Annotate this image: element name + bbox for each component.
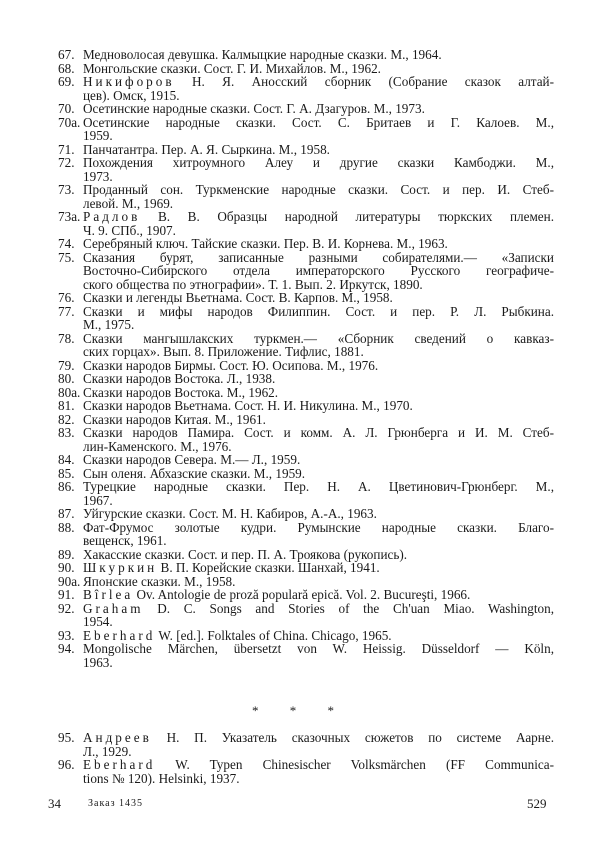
entry-text: Серебряный ключ. Тайские сказки. Пер. В. И. Корнева. М., 1963. [83,236,448,251]
bibliography-entry [58,372,554,386]
bibliography-entry [58,480,554,507]
entry-text: D. C. Songs and Stories of the Ch'uan Miao. Washington, [157,600,555,616]
entry-line [83,237,554,251]
entry-number: 76. [58,290,75,305]
entry-text: Японские сказки. М., 1958. [83,573,236,589]
entry-line [83,48,554,62]
entry-text: ских горцах». Вып. 8. Приложение. Тифлис, 1881. [83,344,364,359]
entry-number: 73a. [58,209,81,224]
entry-line [83,758,554,772]
entry-line [83,467,554,481]
entry-text: Медноволосая девушка. Калмыцкие народные сказки. М., 1964. [83,47,442,62]
bibliography-entry [58,588,554,602]
page-number: 529 [527,796,547,811]
entry-line [83,588,554,602]
entry-author: Graham [83,600,144,616]
bibliography-entry [58,102,554,116]
entry-line [83,521,554,535]
bibliography-entry [58,642,554,669]
section-separator: * * * [252,703,348,718]
entry-line [83,426,554,440]
entry-text: 1967. [83,492,113,508]
entry-text: Похождения хитроумного Алеу и другие сказки Камбоджи. М., [83,155,554,170]
entry-line [83,251,554,265]
entry-text: Сказки народов Памира. Сост. и комм. А. Л. Грюнберга и И. М. Стеб- [83,425,554,440]
entry-line [83,318,554,332]
entry-number: 68. [58,60,75,76]
entry-line [83,494,554,508]
entry-text: Сказки народов Севера. М.— Л., 1959. [83,452,301,467]
entry-text: Осетинские народные сказки. Сост. Г. А. Дзагуров. М., 1973. [83,101,425,116]
bibliography-entry [58,758,554,785]
entry-text: Л., 1929. [83,743,132,759]
entry-number: 67. [58,47,75,62]
bibliography-entry [58,413,554,427]
entry-text: Сказки народов Бирмы. Сост. Ю. Осипова. М., 1976. [83,357,379,373]
bibliography-entry [58,467,554,481]
entry-author: Eberhard [83,757,156,772]
bibliography-entry [58,210,554,237]
entry-number: 72. [58,155,75,170]
bibliography-entry [58,75,554,102]
entry-line [83,534,554,548]
entry-number: 70. [58,101,75,116]
entry-text: цев). Омск, 1915. [83,87,180,103]
entry-number: 88. [58,519,75,535]
entry-text: Турецкие народные сказки. Пер. Н. А. Цветинович-Грюнберг. М., [83,479,554,494]
entry-line [83,548,554,562]
entry-number: 83. [58,425,75,440]
entry-text: Ч. 9. СПб., 1907. [83,222,176,238]
entry-number: 95. [58,730,75,745]
entry-number: 77. [58,303,75,319]
entry-text: W. Typen Chinesischer Volksmärchen (FF Communica- [175,757,554,772]
entry-line [83,561,554,575]
entry-text: лин-Каменского. М., 1976. [83,438,232,454]
entry-line [83,602,554,616]
bibliography-entry [58,521,554,548]
entry-line [83,642,554,656]
entry-line [83,480,554,494]
entry-line [83,772,554,786]
bibliography-entry [58,305,554,332]
entry-text: tions № 120). Helsinki, 1937. [83,770,240,786]
entry-text: Сказки народов Китая. М., 1961. [83,411,266,427]
entry-text: Сказания бурят, записанные разными собирателями.— «Записки [83,249,554,265]
entry-text: 1973. [83,168,113,184]
entry-line [83,731,554,745]
entry-number: 93. [58,627,75,643]
entry-line [83,453,554,467]
entry-number: 78. [58,330,75,346]
entry-text: ского общества по этнографии». Т. 1. Вып. 2. Иркутск, 1890. [83,276,423,292]
entry-author: Шкуркин [83,560,158,575]
entry-line [83,372,554,386]
entry-number: 87. [58,506,75,521]
entry-text: вещенск, 1961. [83,533,167,548]
entry-text: Сказки народов Вьетнама. Сост. Н. И. Никулина. М., 1970. [83,398,413,413]
entry-line [83,507,554,521]
bibliography-entry [58,507,554,521]
entry-number: 75. [58,249,75,265]
bibliography-entry [58,183,554,210]
entry-line [83,399,554,413]
entry-text: Mongolische Märchen, übersetzt von W. Heissig. Düsseldorf — Köln, [83,641,554,656]
entry-text: Сказки и легенды Вьетнама. Сост. В. Карпов. М., 1958. [83,290,393,305]
entry-number: 96. [58,757,75,772]
bibliography-entry [58,251,554,292]
entry-number: 91. [58,587,75,602]
entry-line [83,656,554,670]
entry-author: Радлов [83,209,141,224]
bibliography-entry [58,156,554,183]
entry-author: Bîrlea [83,587,134,602]
bibliography-entry [58,143,554,157]
entry-line [83,332,554,346]
entry-line [83,413,554,427]
entry-text: Восточно-Сибирского отдела императорского Русского географиче- [83,263,554,278]
entry-text: В. П. Корейские сказки. Шанхай, 1941. [160,560,380,575]
bibliography-list-secondary [58,731,554,785]
entry-line [83,745,554,759]
entry-line [83,102,554,116]
entry-text: левой. М., 1969. [83,195,174,211]
entry-line [83,62,554,76]
entry-line [83,305,554,319]
entry-line [83,575,554,589]
bibliography-entry [58,453,554,467]
entry-text: Монгольские сказки. Сост. Г. И. Михайлов. М., 1962. [83,60,381,76]
bibliography-entry [58,386,554,400]
bibliography-entry [58,575,554,589]
entry-number: 94. [58,641,75,656]
entry-line [83,143,554,157]
entry-text: В. В. Образцы народной литературы тюркских племен. [157,209,555,224]
entry-number: 74. [58,236,75,251]
entry-line [83,89,554,103]
entry-text: 1954. [83,614,113,629]
entry-text: Н. Я. Аносский сборник (Собрание сказок алтай- [191,74,555,89]
entry-number: 81. [58,398,75,413]
entry-number: 86. [58,479,75,494]
entry-number: 80a. [58,384,81,400]
entry-author: Никифоров [83,74,175,89]
entry-line [83,197,554,211]
entry-line [83,629,554,643]
entry-text: Уйгурские сказки. Сост. М. Н. Кабиров, А.-А., 1963. [83,506,377,521]
entry-line [83,75,554,89]
entry-line [83,291,554,305]
entry-number: 89. [58,546,75,562]
entry-line [83,359,554,373]
bibliography-entry [58,731,554,758]
entry-text: Сказки мангышлакских туркмен.— «Сборник сведений о кавказ- [83,330,554,346]
entry-text: Сказки и мифы народов Филиппин. Сост. и пер. Р. Л. Рыбкина. [83,303,554,319]
entry-text: 1959. [83,128,113,143]
bibliography-entry [58,399,554,413]
entry-number: 69. [58,74,75,89]
entry-number: 85. [58,465,75,481]
bibliography-entry [58,561,554,575]
bibliography-entry [58,602,554,629]
bibliography-entry [58,332,554,359]
bibliography-entry [58,116,554,143]
bibliography-list [58,48,554,669]
entry-line [83,224,554,238]
entry-text: Н. П. Указатель сказочных сюжетов по системе Аарне. [166,730,554,745]
entry-number: 70a. [58,114,81,130]
entry-number: 82. [58,411,75,427]
entry-line [83,183,554,197]
order-note: Заказ 1435 [88,798,144,809]
entry-number: 90. [58,560,75,575]
bibliography-entry [58,426,554,453]
entry-line [83,170,554,184]
signature-mark: 34 [48,796,61,811]
entry-text: Проданный сон. Туркменские народные сказки. Сост. и пер. И. Стеб- [83,182,554,197]
entry-author: Андреев [83,730,152,745]
bibliography-entry [58,629,554,643]
bibliography-entry [58,548,554,562]
entry-line [83,615,554,629]
entry-text: Сказки народов Востока. Л., 1938. [83,371,276,386]
entry-text: Ov. Antologie de proză populară epică. Vol. 2. Bucureşti, 1966. [136,587,471,602]
bibliography-entry [58,291,554,305]
entry-text: Осетинские народные сказки. Сост. С. Бритаев и Г. Калоев. М., [83,114,554,130]
entry-line [83,278,554,292]
entry-number: 71. [58,141,75,157]
entry-number: 80. [58,371,75,386]
entry-text: Сказки народов Востока. М., 1962. [83,384,279,400]
entry-number: 79. [58,357,75,373]
bibliography-entry [58,62,554,76]
entry-number: 92. [58,600,75,616]
entry-author: Eberhard [83,627,156,643]
bibliography-entry [58,359,554,373]
entry-line [83,210,554,224]
entry-number: 84. [58,452,75,467]
entry-text: Сын оленя. Абхазские сказки. М., 1959. [83,465,306,481]
entry-text: Фат-Фрумос золотые кудри. Румынские народные сказки. Благо- [83,519,554,535]
entry-number: 73. [58,182,75,197]
entry-line [83,440,554,454]
entry-line [83,156,554,170]
bibliography-entry [58,48,554,62]
entry-text: М., 1975. [83,317,135,332]
entry-number: 90a. [58,573,81,589]
entry-text: W. [ed.]. Folktales of China. Chicago, 1965. [158,627,392,643]
bibliography-entry [58,237,554,251]
entry-line [83,264,554,278]
entry-text: Панчатантра. Пер. А. Я. Сыркина. М., 1958. [83,141,330,157]
entry-line [83,129,554,143]
entry-line [83,116,554,130]
entry-text: 1963. [83,654,113,670]
entry-line [83,386,554,400]
entry-text: Хакасские сказки. Сост. и пер. П. А. Троякова (рукопись). [83,546,408,562]
entry-line [83,345,554,359]
